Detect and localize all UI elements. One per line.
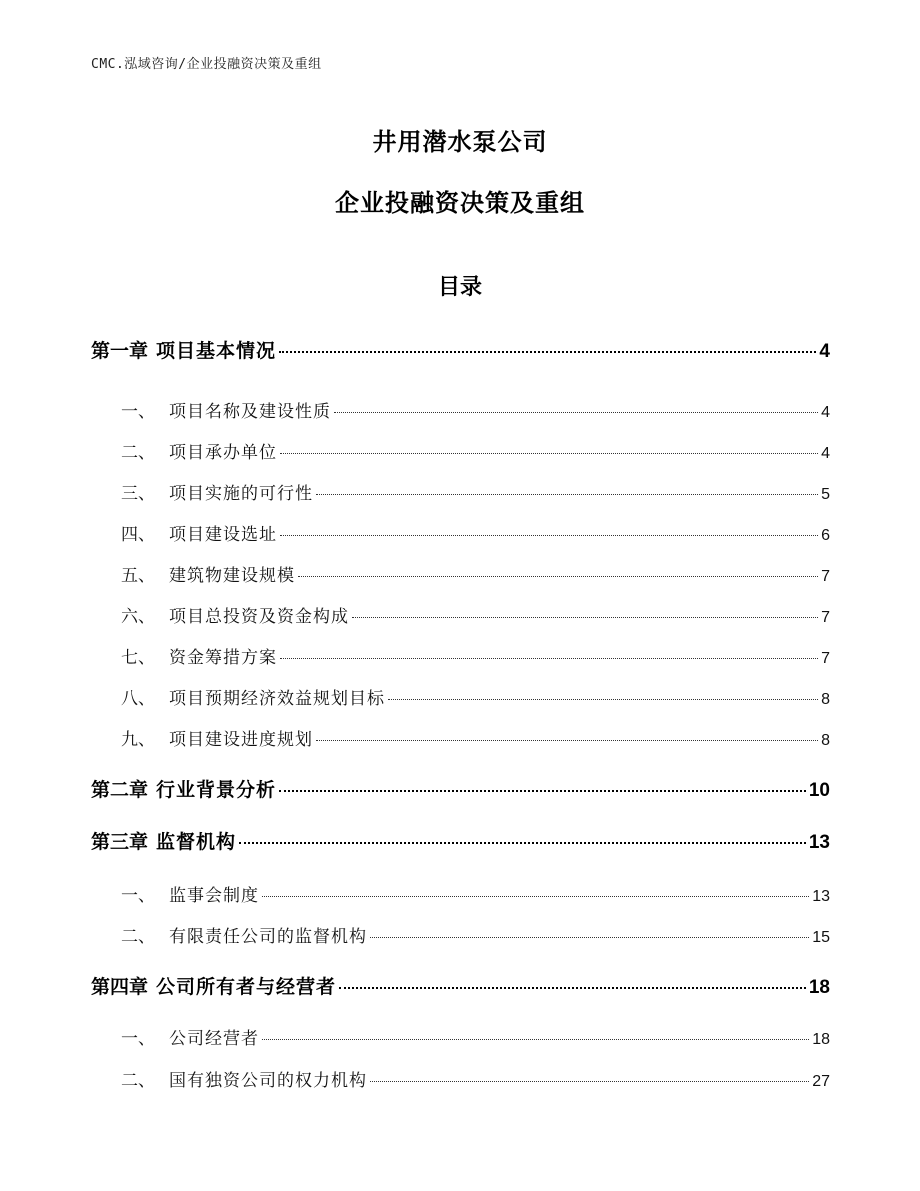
document-title-subject: 企业投融资决策及重组 [335,189,585,217]
toc-entry-number: 二、 [121,443,155,463]
toc-dot-leader [280,453,818,454]
toc-dot-leader [279,351,816,353]
toc-entry-number: 一、 [121,886,155,906]
toc-entry-number: 八、 [121,689,155,709]
toc-entry-label: 公司所有者与经营者 [156,976,337,998]
toc-page-number: 4 [821,404,830,421]
toc-dot-leader [388,699,818,700]
running-header: CMC.泓域咨询/企业投融资决策及重组 [91,57,322,72]
toc-section-entry[interactable] [91,1024,830,1049]
toc-entry-number: 七、 [121,648,155,668]
toc-page-number: 5 [821,486,830,503]
toc-dot-leader [370,937,809,938]
toc-entry-label: 项目建设进度规划 [169,730,313,750]
toc-chapter-entry[interactable] [91,972,830,999]
toc-dot-leader [339,987,806,989]
toc-entry-number: 第三章 [91,831,149,853]
toc-entry-label: 项目实施的可行性 [169,484,313,504]
toc-page-number: 4 [819,341,830,362]
toc-page-number: 15 [812,929,830,946]
toc-entry-label: 国有独资公司的权力机构 [169,1071,367,1091]
toc-entry-number: 五、 [121,566,155,586]
toc-entry-number: 九、 [121,730,155,750]
toc-entry-label: 监事会制度 [169,886,259,906]
toc-page-number: 18 [812,1031,830,1048]
toc-dot-leader [262,896,809,897]
toc-page-number: 7 [821,609,830,626]
toc-section-entry[interactable] [91,397,830,422]
toc-dot-leader [279,790,806,792]
toc-entry-label: 有限责任公司的监督机构 [169,927,367,947]
toc-entry-label: 项目建设选址 [169,525,277,545]
toc-entry-number: 第一章 [91,340,149,362]
toc-page-number: 7 [821,650,830,667]
toc-chapter-entry[interactable] [91,775,830,802]
toc-section-entry[interactable] [91,725,830,750]
toc-section-entry[interactable] [91,922,830,947]
toc-section-entry[interactable] [91,561,830,586]
toc-entry-label: 项目承办单位 [169,443,277,463]
toc-page-number: 13 [812,888,830,905]
toc-chapter-entry[interactable] [91,336,830,363]
toc-page-number: 4 [821,445,830,462]
toc-entry-number: 二、 [121,927,155,947]
toc-page-number: 27 [812,1073,830,1090]
toc-page-number: 10 [808,780,830,801]
toc-entry-number: 第四章 [91,976,149,998]
toc-entry-label: 项目总投资及资金构成 [169,607,349,627]
toc-page-number: 6 [821,527,830,544]
toc-dot-leader [280,535,818,536]
toc-entry-label: 项目基本情况 [156,340,277,362]
toc-entry-number: 第二章 [91,779,149,801]
toc-page-number: 13 [808,832,830,853]
toc-entry-label: 建筑物建设规模 [169,566,295,586]
toc-dot-leader [316,740,818,741]
toc-page-number: 8 [821,732,830,749]
toc-section-entry[interactable] [91,602,830,627]
toc-dot-leader [239,842,806,844]
toc-entry-number: 二、 [121,1071,155,1091]
toc-section-entry[interactable] [91,520,830,545]
toc-dot-leader [370,1081,809,1082]
toc-section-entry[interactable] [91,438,830,463]
toc-page-number: 7 [821,568,830,585]
toc-entry-number: 四、 [121,525,155,545]
toc-dot-leader [352,617,818,618]
toc-section-entry[interactable] [91,684,830,709]
document-title-company: 井用潜水泵公司 [372,128,548,156]
toc-section-entry[interactable] [91,881,830,906]
toc-entry-label: 行业背景分析 [156,779,277,801]
toc-section-entry[interactable] [91,479,830,504]
toc-page-number: 18 [808,977,830,998]
toc-dot-leader [334,412,818,413]
toc-section-entry[interactable] [91,1066,830,1091]
toc-entry-number: 六、 [121,607,155,627]
toc-entry-label: 公司经营者 [169,1029,259,1049]
toc-dot-leader [316,494,818,495]
toc-entry-number: 三、 [121,484,155,504]
toc-heading: 目录 [437,275,482,300]
toc-dot-leader [280,658,818,659]
toc-entry-number: 一、 [121,402,155,422]
toc-dot-leader [262,1039,809,1040]
toc-chapter-entry[interactable] [91,827,830,854]
toc-entry-label: 项目名称及建设性质 [169,402,331,422]
toc-section-entry[interactable] [91,643,830,668]
toc-entry-number: 一、 [121,1029,155,1049]
toc-dot-leader [298,576,818,577]
toc-entry-label: 资金筹措方案 [169,648,277,668]
toc-entry-label: 监督机构 [156,831,237,853]
toc-page-number: 8 [821,691,830,708]
toc-entry-label: 项目预期经济效益规划目标 [169,689,385,709]
